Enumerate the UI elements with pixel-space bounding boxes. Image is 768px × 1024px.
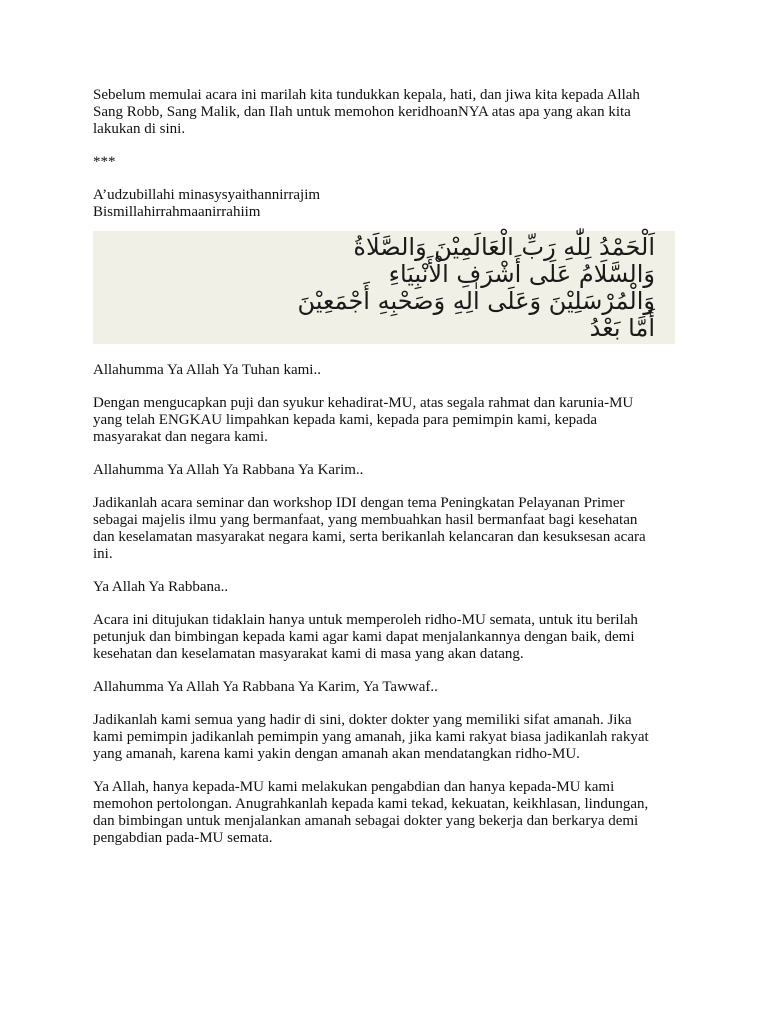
prayer-paragraph: Jadikanlah acara seminar dan workshop IDI dengan tema Peningkatan Pelayanan Primer sebagai majelis ilmu yang bermanfaat, yang membuahkan hasil bermanfaat bagi kesehatan dan keselamatan masyarakat negara kami, serta berikanlah kelancaran dan kesuksesan acara ini. (93, 495, 646, 562)
opening-invocation: A’udzubillahi minasysyaithannirrajim Bismillahirrahmaanirrahiim (93, 187, 321, 220)
prayer-paragraph: Allahumma Ya Allah Ya Rabbana Ya Karim, Ya Tawwaf.. (93, 679, 438, 695)
prayer-paragraph: Dengan mengucapkan puji dan syukur kehadirat-MU, atas segala rahmat dan karunia-MU yang telah ENGKAU limpahkan kepada kami, kepada para pemimpin kami, kepada masyarakat dan negara kami. (93, 395, 634, 445)
document-body (93, 87, 683, 847)
intro-paragraph: Sebelum memulai acara ini marilah kita tundukkan kepala, hati, dan jiwa kita kepada Allah Sang Robb, Sang Malik, dan Ilah untuk memohon keridhoanNYA atas apa yang akan kita lakukan di sini. (93, 87, 640, 137)
section-separator: *** (93, 154, 116, 170)
prayer-paragraph: Ya Allah Ya Rabbana.. (93, 579, 229, 595)
prayer-paragraph: Allahumma Ya Allah Ya Tuhan kami.. (93, 362, 321, 378)
arabic-calligraphy-panel (93, 231, 675, 344)
prayer-paragraph: Ya Allah, hanya kepada-MU kami melakukan pengabdian dan hanya kepada-MU kami memohon pertolongan. Anugrahkanlah kepada kami tekad, kekuatan, keikhlasan, lindungan, dan bimbingan untuk menjalankan amanah sebagai dokter yang bekerja dan berkarya demi pengabdian pada-MU semata. (93, 779, 649, 846)
arabic-praise-text: اَلْحَمْدُ لِلّٰهِ رَبِّ الْعَالَمِيْنَ وَالصَّلَاةُ وَالسَّلَامُ عَلَى أَشْرَفِ الْأَنْبِيَاءِ وَالْمُرْسَلِيْنَ وَعَلَى اٰلِهِ وَصَحْبِهِ أَجْمَعِيْنَ أَمَّا بَعْدُ (297, 232, 655, 342)
prayer-paragraph: Jadikanlah kami semua yang hadir di sini, dokter dokter yang memiliki sifat amanah. Jika kami pemimpin jadikanlah pemimpin yang amanah, jika kami rakyat biasa jadikanlah rakyat yang amanah, karena kami yakin dengan amanah akan mendatangkan ridho-MU. (93, 712, 649, 762)
prayer-paragraph: Allahumma Ya Allah Ya Rabbana Ya Karim.. (93, 462, 364, 478)
prayer-paragraph: Acara ini ditujukan tidaklain hanya untuk memperoleh ridho-MU semata, untuk itu berilah petunjuk dan bimbingan kepada kami agar kami dapat menjalankannya dengan baik, demi kesehatan dan keselamatan masyarakat kami di masa yang akan datang. (93, 612, 638, 662)
